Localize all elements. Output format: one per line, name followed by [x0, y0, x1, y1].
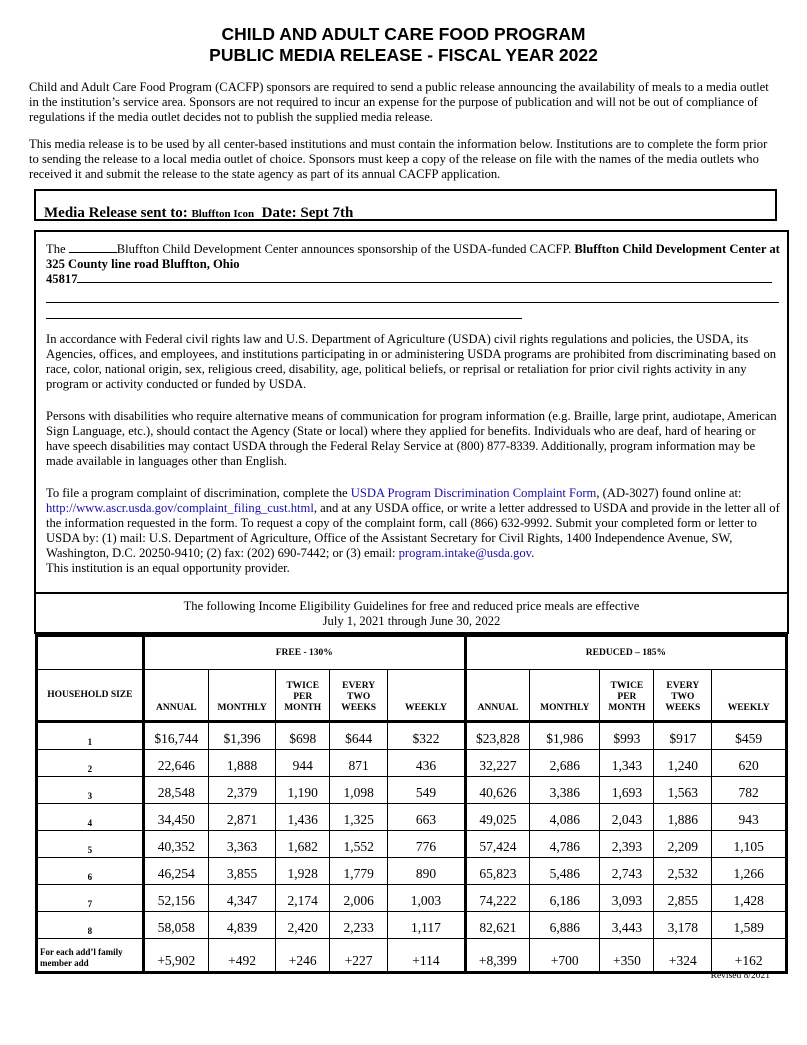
the-text: The — [46, 242, 69, 256]
reduced-value-cell: 2,686 — [530, 750, 600, 777]
free-value-cell: 776 — [388, 831, 466, 858]
reduced-value-cell: 4,786 — [530, 831, 600, 858]
free-value-cell: 1,098 — [330, 777, 388, 804]
date-value[interactable]: Sept 7th — [300, 205, 354, 221]
table-row — [37, 722, 787, 750]
household-size-cell: 7 — [37, 885, 144, 912]
reduced-value-cell: +8,399 — [465, 939, 529, 973]
household-size-cell: 2 — [37, 750, 144, 777]
sponsor-address: Bluffton Child Development Center at 325 County line road Bluffton, Ohio — [46, 242, 780, 271]
table-row — [37, 750, 787, 777]
free-column-header: EVERY TWO WEEKS — [330, 670, 388, 722]
reduced-value-cell: 6,186 — [530, 885, 600, 912]
reduced-value-cell: 74,222 — [465, 885, 529, 912]
free-value-cell: 34,450 — [143, 804, 208, 831]
free-value-cell: +114 — [388, 939, 466, 973]
free-value-cell: 2,379 — [208, 777, 275, 804]
free-value-cell: 663 — [388, 804, 466, 831]
eligibility-line-2: July 1, 2021 through June 30, 2022 — [322, 614, 501, 628]
reduced-value-cell: 2,532 — [654, 858, 712, 885]
free-column-header: MONTHLY — [208, 670, 275, 722]
blank-header-cell — [37, 636, 144, 670]
reduced-value-cell: 1,589 — [712, 912, 787, 939]
free-value-cell: 28,548 — [143, 777, 208, 804]
household-size-cell: 5 — [37, 831, 144, 858]
reduced-value-cell: 32,227 — [465, 750, 529, 777]
household-size-cell: 3 — [37, 777, 144, 804]
free-value-cell: 1,928 — [276, 858, 330, 885]
media-release-sent-box — [34, 189, 777, 221]
reduced-value-cell: 40,626 — [465, 777, 529, 804]
table-row — [37, 777, 787, 804]
free-value-cell: 22,646 — [143, 750, 208, 777]
free-value-cell: 46,254 — [143, 858, 208, 885]
reduced-value-cell: 2,743 — [600, 858, 654, 885]
reduced-value-cell: +324 — [654, 939, 712, 973]
reduced-value-cell: 1,886 — [654, 804, 712, 831]
free-value-cell: 2,871 — [208, 804, 275, 831]
free-column-header: WEEKLY — [388, 670, 466, 722]
revised-date: Revised 8/2021 — [710, 971, 770, 981]
free-value-cell: 549 — [388, 777, 466, 804]
reduced-value-cell: 1,428 — [712, 885, 787, 912]
free-column-header: ANNUAL — [143, 670, 208, 722]
reduced-value-cell: 1,105 — [712, 831, 787, 858]
income-guidelines-table — [35, 634, 788, 974]
free-value-cell: $16,744 — [143, 722, 208, 750]
reduced-value-cell: 1,240 — [654, 750, 712, 777]
civil-rights-paragraph: In accordance with Federal civil rights law and U.S. Department of Agriculture (USDA) civil rights regulations and policies, the USDA, its Agencies, offices, and employees, and institutions participating in or administering USDA programs are prohibited from discriminating based on race, color, national origin, sex, religious creed, disability, age, political beliefs, or reprisal or retaliation for prior civil rights activity in any program or activity conducted or funded by USDA. — [46, 332, 777, 391]
reduced-header: REDUCED – 185% — [465, 636, 786, 670]
reduced-value-cell: 620 — [712, 750, 787, 777]
table-row — [37, 912, 787, 939]
household-size-cell: 8 — [37, 912, 144, 939]
free-value-cell: 1,117 — [388, 912, 466, 939]
reduced-value-cell: 943 — [712, 804, 787, 831]
free-value-cell: 52,156 — [143, 885, 208, 912]
reduced-column-header: WEEKLY — [712, 670, 787, 722]
free-value-cell: $1,396 — [208, 722, 275, 750]
free-value-cell: +246 — [276, 939, 330, 973]
household-size-cell: 4 — [37, 804, 144, 831]
reduced-value-cell: 3,093 — [600, 885, 654, 912]
reduced-value-cell: 2,209 — [654, 831, 712, 858]
page-title: CHILD AND ADULT CARE FOOD PROGRAM — [221, 24, 586, 44]
announcement-text: Bluffton Child Development Center announces sponsorship of the USDA-funded CACFP. — [116, 242, 575, 256]
reduced-value-cell: +700 — [530, 939, 600, 973]
household-size-cell: 6 — [37, 858, 144, 885]
complaint-paragraph — [46, 486, 781, 576]
free-value-cell: 890 — [388, 858, 466, 885]
free-value-cell: +227 — [330, 939, 388, 973]
email-link[interactable]: program.intake@usda.gov — [398, 546, 532, 560]
reduced-column-header: MONTHLY — [530, 670, 600, 722]
complaint-url-link[interactable]: http://www.ascr.usda.gov/complaint_filing_cust.html — [46, 501, 314, 515]
free-value-cell: 2,174 — [276, 885, 330, 912]
disabilities-paragraph: Persons with disabilities who require alternative means of communication for program information (e.g. Braille, large print, audiotape, American Sign Language, etc.), should contact the Agency (State or local) where they applied for benefits. Individuals who are deaf, hard of hearing or have speech disabilities may contact USDA through the Federal Relay Service at (800) 877-8339. Additionally, program information may be made available in languages other than English. — [46, 409, 777, 468]
complaint-text: , (AD-3027) found online at: — [596, 486, 742, 500]
free-value-cell: 436 — [388, 750, 466, 777]
reduced-value-cell: 2,043 — [600, 804, 654, 831]
blank-line — [69, 252, 117, 253]
reduced-value-cell: 3,443 — [600, 912, 654, 939]
free-value-cell: 944 — [276, 750, 330, 777]
table-row — [37, 858, 787, 885]
table-row — [37, 885, 787, 912]
reduced-value-cell: 65,823 — [465, 858, 529, 885]
release-box — [34, 230, 789, 594]
reduced-column-header: EVERY TWO WEEKS — [654, 670, 712, 722]
blank-line — [46, 318, 522, 319]
intro-paragraph-1: Child and Adult Care Food Program (CACFP) sponsors are required to send a public release announcing the availability of meals to a media outlet in the institution’s service area. Sponsors are not required to incur an expense for the purpose of publication and will not be out of compliance of regulations if the media outlet decides not to publish the supplied media release. — [29, 80, 769, 124]
table-row — [37, 831, 787, 858]
reduced-value-cell: 1,693 — [600, 777, 654, 804]
blank-line — [77, 282, 772, 283]
free-value-cell: 58,058 — [143, 912, 208, 939]
free-column-header: TWICE PER MONTH — [276, 670, 330, 722]
reduced-value-cell: 49,025 — [465, 804, 529, 831]
page-subtitle: PUBLIC MEDIA RELEASE - FISCAL YEAR 2022 — [209, 45, 598, 65]
reduced-value-cell: $1,986 — [530, 722, 600, 750]
free-value-cell: 1,190 — [276, 777, 330, 804]
eligibility-heading — [34, 594, 789, 634]
free-value-cell: 2,233 — [330, 912, 388, 939]
reduced-value-cell: $459 — [712, 722, 787, 750]
free-value-cell: 2,006 — [330, 885, 388, 912]
reduced-value-cell: 1,563 — [654, 777, 712, 804]
reduced-value-cell: +350 — [600, 939, 654, 973]
reduced-value-cell: 2,393 — [600, 831, 654, 858]
free-value-cell: 3,855 — [208, 858, 275, 885]
reduced-value-cell: 4,086 — [530, 804, 600, 831]
reduced-value-cell: 3,178 — [654, 912, 712, 939]
reduced-value-cell: 6,886 — [530, 912, 600, 939]
free-value-cell: 1,325 — [330, 804, 388, 831]
sent-to-label: Media Release sent to: — [44, 205, 192, 221]
free-value-cell: 1,779 — [330, 858, 388, 885]
reduced-value-cell: $993 — [600, 722, 654, 750]
equal-opportunity-statement: This institution is an equal opportunity provider. — [46, 561, 290, 575]
table-row — [37, 804, 787, 831]
free-value-cell: $698 — [276, 722, 330, 750]
sponsor-announcement — [46, 242, 781, 287]
free-value-cell: 871 — [330, 750, 388, 777]
eligibility-line-1: The following Income Eligibility Guidelines for free and reduced price meals are effective — [183, 599, 640, 613]
reduced-value-cell: $23,828 — [465, 722, 529, 750]
reduced-value-cell: 1,343 — [600, 750, 654, 777]
reduced-value-cell: $917 — [654, 722, 712, 750]
free-value-cell: 2,420 — [276, 912, 330, 939]
free-value-cell: +492 — [208, 939, 275, 973]
complaint-form-link[interactable]: USDA Program Discrimination Complaint Form — [350, 486, 597, 500]
sponsor-zip: 45817 — [46, 272, 78, 286]
household-size-cell: For each add’l family member add — [37, 939, 144, 973]
table-row — [37, 939, 787, 973]
blank-line — [46, 302, 779, 303]
reduced-value-cell: 782 — [712, 777, 787, 804]
reduced-value-cell: 1,266 — [712, 858, 787, 885]
complaint-text: To file a program complaint of discrimination, complete the — [46, 486, 351, 500]
reduced-value-cell: 5,486 — [530, 858, 600, 885]
free-value-cell: 4,839 — [208, 912, 275, 939]
reduced-column-header: TWICE PER MONTH — [600, 670, 654, 722]
reduced-value-cell: 2,855 — [654, 885, 712, 912]
free-value-cell: 1,682 — [276, 831, 330, 858]
household-size-header: HOUSEHOLD SIZE — [37, 670, 144, 722]
free-value-cell: 40,352 — [143, 831, 208, 858]
free-value-cell: +5,902 — [143, 939, 208, 973]
sent-to-value[interactable]: Bluffton Icon — [191, 208, 255, 220]
free-value-cell: 1,436 — [276, 804, 330, 831]
free-value-cell: 1,888 — [208, 750, 275, 777]
date-label: Date: — [261, 205, 301, 221]
free-value-cell: 1,003 — [388, 885, 466, 912]
reduced-value-cell: 3,386 — [530, 777, 600, 804]
reduced-value-cell: 57,424 — [465, 831, 529, 858]
complaint-text: , and at any USDA office, or write a letter addressed to USDA and provide in the letter all of the information requested in the form. To request a copy of the complaint form, call (866) 632-9992. Submit your completed form or letter to USDA by: (1) mail: U.S. Department of Agriculture, Office of the Assistant Secretary for Civil Rights, 1400 Independence Avenue, SW, Washington, D.C. 20250-9410; (2) fax: (202) 690-7442; or (3) email: — [46, 501, 780, 560]
reduced-column-header: ANNUAL — [465, 670, 529, 722]
reduced-value-cell: +162 — [712, 939, 787, 973]
free-value-cell: 4,347 — [208, 885, 275, 912]
household-size-cell: 1 — [37, 722, 144, 750]
complaint-text: . — [531, 546, 535, 560]
reduced-value-cell: 82,621 — [465, 912, 529, 939]
free-value-cell: 1,552 — [330, 831, 388, 858]
free-value-cell: $322 — [388, 722, 466, 750]
intro-paragraph-2: This media release is to be used by all center-based institutions and must contain the information below. Institutions are to complete the form prior to sending the release to a local media outlet of choice. Sponsors must keep a copy of the release on file with the names of the media outlets who received it and submit the release to the state agency as part of its annual CACFP application. — [29, 137, 768, 181]
free-value-cell: 3,363 — [208, 831, 275, 858]
free-header: FREE - 130% — [143, 636, 465, 670]
free-value-cell: $644 — [330, 722, 388, 750]
